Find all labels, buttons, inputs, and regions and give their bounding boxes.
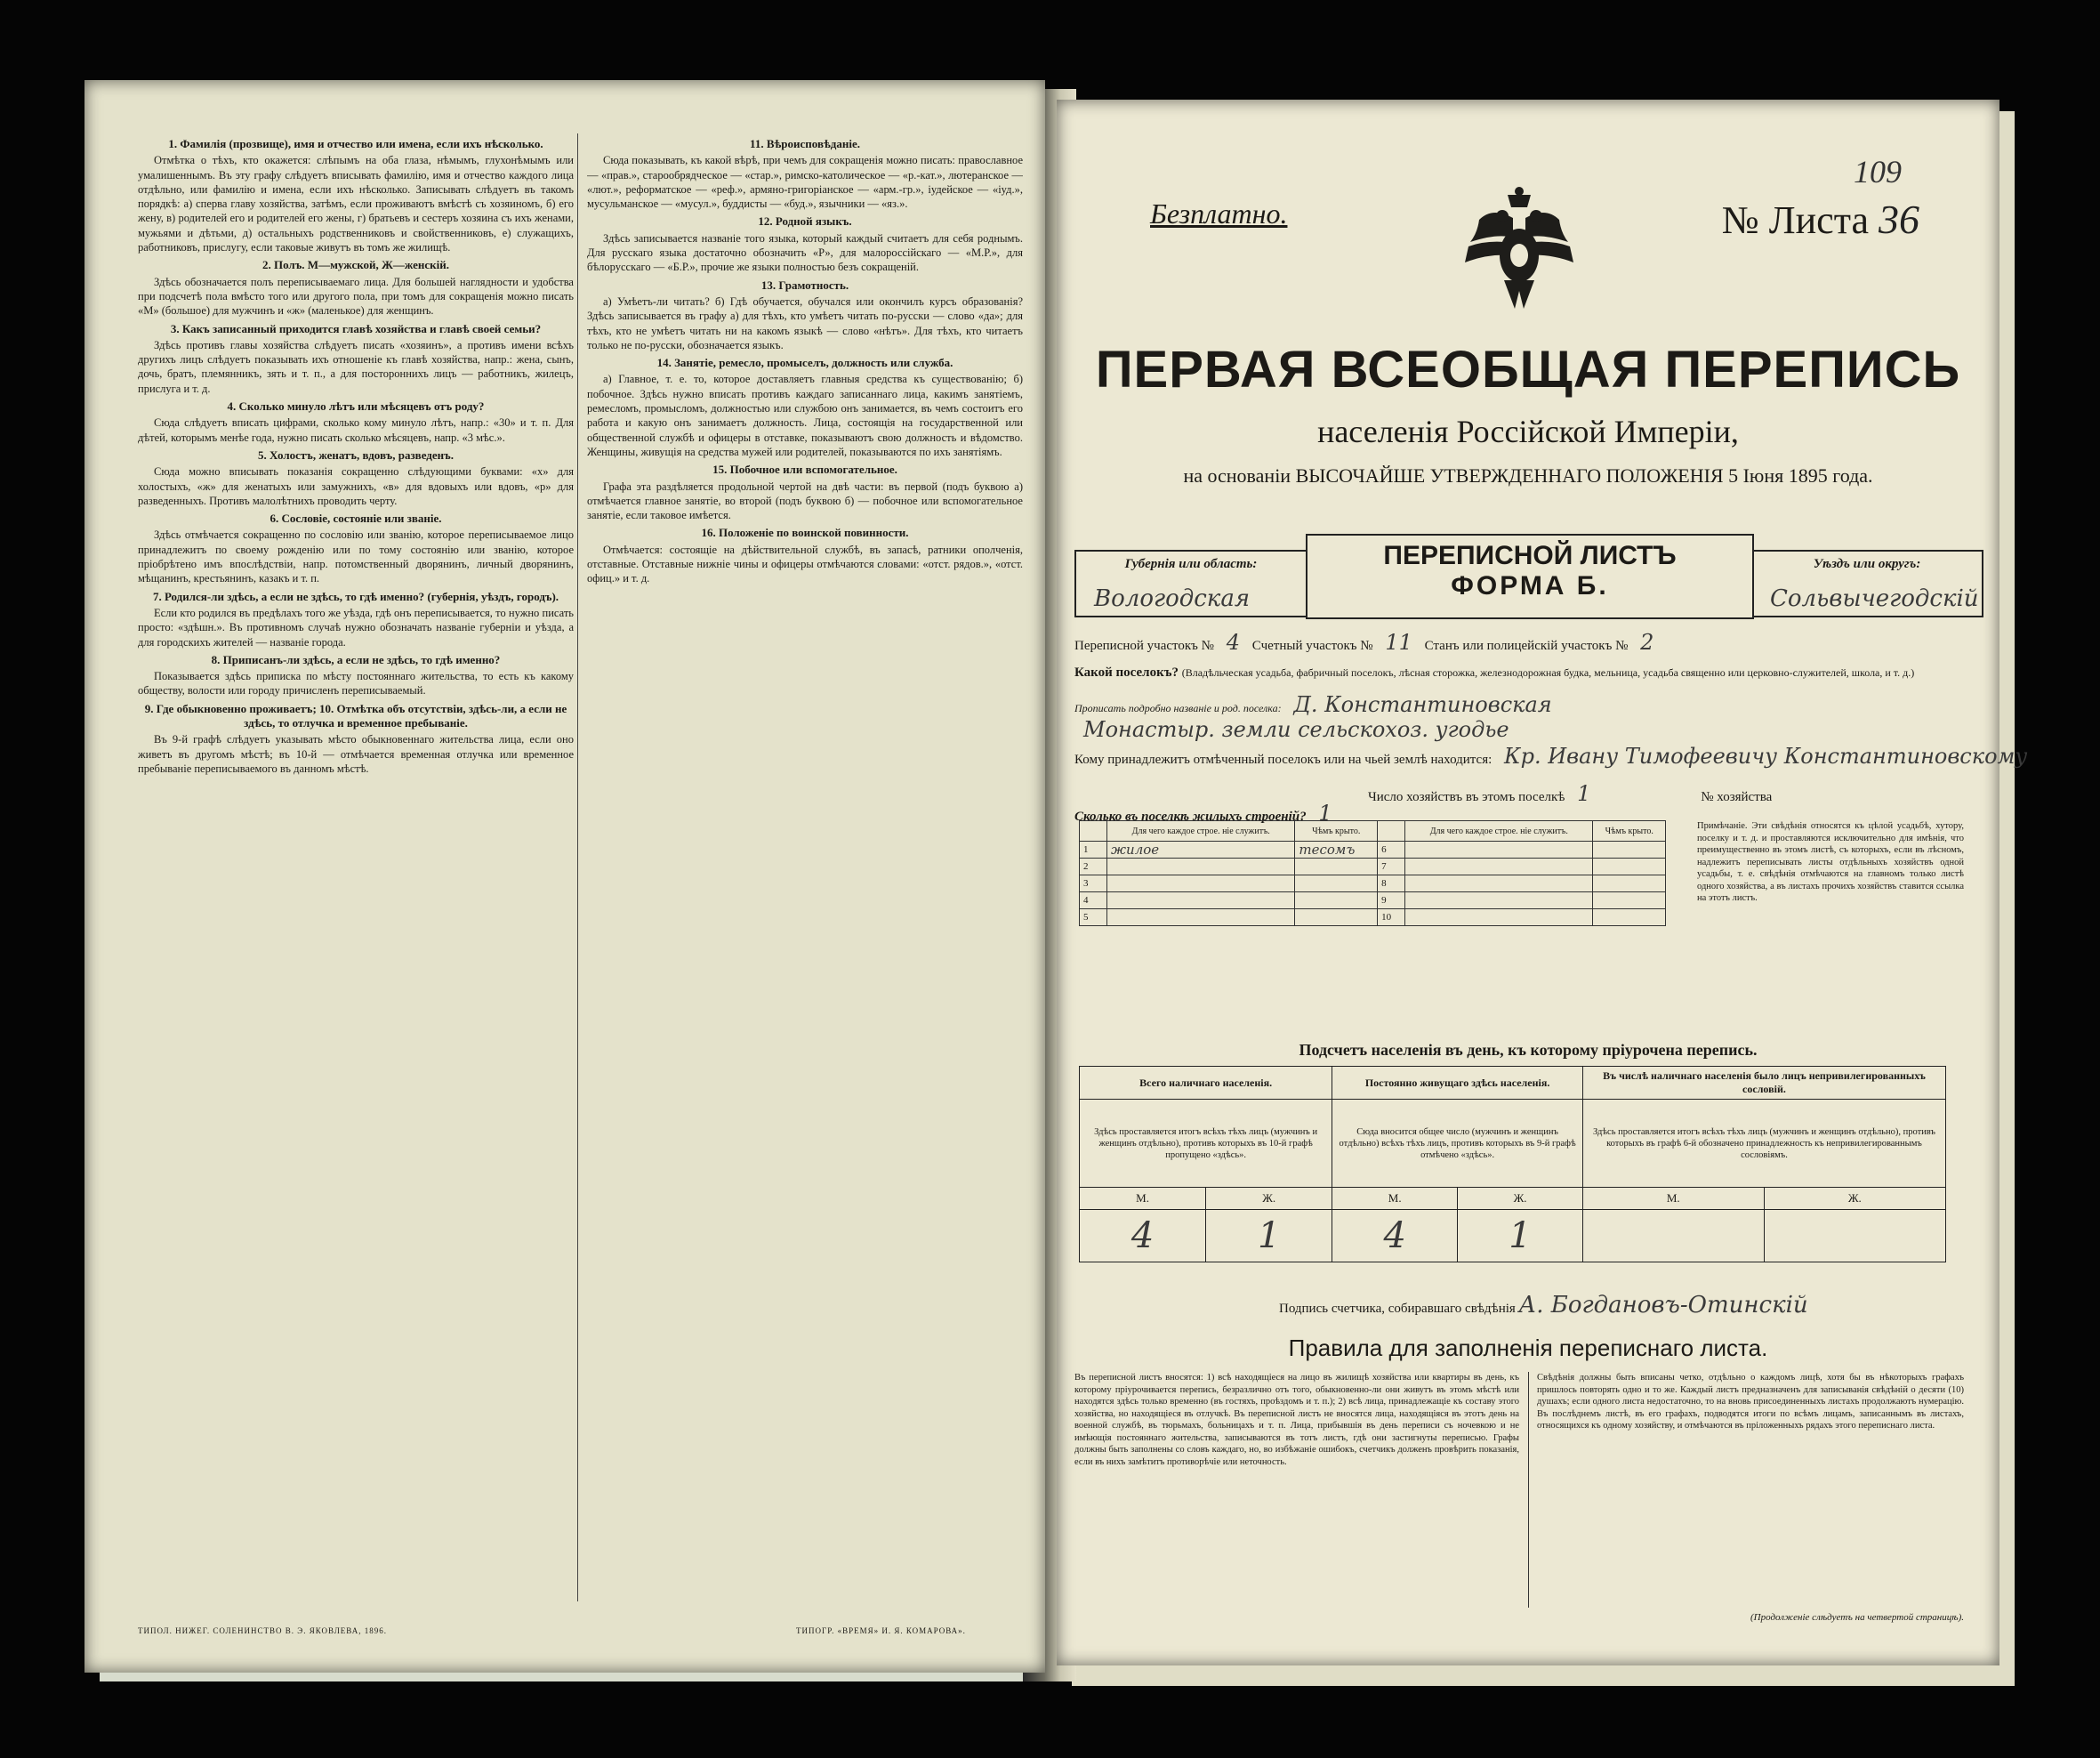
table-cell: 7 — [1378, 859, 1405, 875]
instruction-text: Если кто родился въ предѣлахъ того же уѣзда, гдѣ онъ переписывается, то нужно писать просто: «здѣшн.». Въ противномъ случаѣ нужно обозначать названіе губерніи и уѣзда, а для городскихъ жителей — названіе города. — [138, 606, 574, 649]
uchastok-line — [1074, 630, 1662, 655]
population-table — [1079, 1066, 1946, 1262]
poselok-hint2: Прописать подробно названіе и род. поселка: — [1074, 702, 1282, 714]
rules-title: Правила для заполненія переписнаго листа. — [1288, 1335, 1768, 1361]
tbl2-val — [1582, 1210, 1764, 1262]
instruction-heading: 4. Сколько минуло лѣтъ или мѣсяцевъ отъ роду? — [227, 399, 485, 414]
tbl2-m: М. — [1080, 1188, 1206, 1210]
tbl2-desc-nonpriv: Здѣсь проставляется итогъ всѣхъ тѣхъ лицъ (мужчинъ и женщинъ отдѣльно), противъ которыхъ въ графѣ 6-й обозначено принадлежность къ непривилегированнымъ сословіямъ. — [1582, 1100, 1945, 1188]
instruction-text: Въ 9-й графѣ слѣдуетъ указывать мѣсто обыкновеннаго жительства лица, если оно живетъ въ другомъ мѣстѣ; въ 10-й — отмѣчается временная отлучка или временное пребываніе переписываемого въ данномъ мѣстѣ. — [138, 733, 574, 775]
instruction-heading: 14. Занятіе, ремесло, промыселъ, должность или служба. — [656, 356, 953, 370]
buildings-note: Примѣчаніе. Эти свѣдѣнія относятся къ цѣлой усадьбѣ, хутору, поселку и т. д. и проставляются исключительно для имѣнія, что преимущественно въ этомъ листѣ, съ которыхъ, если въ лѣсномъ, надлежитъ переписывать листы отдѣльныхъ хозяйствъ одной усадьбы, т. е. свѣдѣнія отмѣчаются на главномъ только листѣ одного хозяйства, а въ листахъ прочихъ хозяйствъ ставится ссылка на этотъ листъ. — [1697, 821, 1964, 903]
signature-label: Подпись счетчика, собиравшаго свѣдѣнія — [1279, 1302, 1516, 1316]
table-cell — [1593, 892, 1666, 909]
census-title: ПЕРВАЯ ВСЕОБЩАЯ ПЕРЕПИСЬ — [1095, 341, 1961, 399]
table-cell — [1295, 892, 1378, 909]
table-row — [1080, 909, 1666, 926]
instruction-heading: 9. Где обыкновенно проживаетъ; 10. Отмѣтка объ отсутствіи, здѣсь-ли, а если не здѣсь, то отлучка и временное пребываніе. — [144, 701, 567, 730]
owner-line — [1074, 744, 2036, 769]
table-cell — [1405, 859, 1593, 875]
sheet-number-handwritten: 36 — [1879, 197, 1919, 242]
stan-label: Станъ или полицейскій участокъ № — [1424, 639, 1629, 653]
enumerator-signature-line — [1279, 1292, 1808, 1318]
table-cell — [1295, 875, 1378, 892]
instruction-heading: 12. Родной языкъ. — [758, 214, 852, 229]
table-cell — [1107, 909, 1295, 926]
uezd-box — [1752, 550, 1983, 617]
buildings-table — [1079, 820, 1666, 926]
perepis-uchastok-hand: 4 — [1226, 630, 1241, 655]
households-hand: 1 — [1577, 781, 1591, 806]
imperial-eagle-emblem — [1461, 184, 1577, 318]
form-title-box — [1306, 534, 1754, 619]
tbl1-head-use-2: Для чего каждое строе. ніе служитъ. — [1405, 821, 1593, 842]
gubernia-label: Губернія или область: — [1124, 557, 1258, 571]
imprint-right: ТИПОГР. «ВРЕМЯ» И. Я. КОМАРОВА». — [796, 1626, 966, 1635]
poselok-hand: Д. Константиновская — [1293, 692, 1552, 717]
left-page — [84, 80, 1045, 1673]
census-basis: на основаніи ВЫСОЧАЙШЕ УТВЕРЖДЕННАГО ПОЛОЖЕНІЯ 5 Іюня 1895 года. — [1183, 464, 1873, 487]
table-cell: 6 — [1378, 842, 1405, 859]
perepis-uchastok-label: Переписной участокъ № — [1074, 639, 1214, 653]
table-row — [1080, 892, 1666, 909]
instruction-text: Здѣсь противъ главы хозяйства слѣдуетъ писать «хозяинъ», а противъ имени всѣхъ другихъ лицъ слѣдуетъ показывать ихъ отношеніе къ главѣ хозяйства, напр.: жена, сынъ, дочь, братъ, племянникъ, зять и т. п., а для постороннихъ лицъ — работникъ, жилецъ, прислуга и т. д. — [138, 338, 574, 395]
instruction-text: Сюда можно вписывать показанія сокращенно слѣдующими буквами: «х» для холостыхъ, «ж» для женатыхъ или замужнихъ, «в» для вдовыхъ или вдовъ, «р» для разведенныхъ. Противъ малолѣтнихъ проводить черту. — [138, 465, 574, 507]
form-header-box — [1074, 534, 1982, 616]
instruction-heading: 8. Приписанъ-ли здѣсь, а если не здѣсь, то гдѣ именно? — [211, 652, 501, 666]
household-no-label: № хозяйства — [1701, 790, 1773, 804]
tbl2-desc-total: Здѣсь проставляется итогъ всѣхъ тѣхъ лицъ (мужчинъ и женщинъ отдѣльно), противъ которыхъ въ 10-й графѣ пропущено «здѣсь». — [1080, 1100, 1332, 1188]
table-cell — [1593, 842, 1666, 859]
sheet-number-label: № Листа — [1721, 198, 1869, 242]
instruction-text: Здѣсь обозначается полъ переписываемаго лица. Для большей наглядности и удобства при подсчетѣ пола вмѣсто того или другого пола, при томъ для сокращенія можно писать «М» (большое) для мужчинъ и «ж» (маленькое) для женщинъ. — [138, 275, 574, 318]
schetny-label: Счетный участокъ № — [1251, 639, 1373, 653]
population-count-title: Подсчетъ населенія въ день, къ которому пріурочена перепись. — [1299, 1041, 1758, 1059]
poselok-name-line — [1074, 692, 1561, 717]
table-cell — [1295, 859, 1378, 875]
table-cell — [1405, 875, 1593, 892]
table-cell: 4 — [1080, 892, 1107, 909]
table-cell — [1593, 875, 1666, 892]
households-line — [1368, 781, 1773, 806]
poselok-hint: (Владѣльческая усадьба, фабричный поселокъ, лѣсная сторожка, железнодорожная будка, мельница, усадьба священно или церковно-служителей, школа, и т. д.) — [1181, 666, 1915, 679]
instruction-heading: 1. Фамилія (прозвище), имя и отчество или имена, если ихъ нѣсколько. — [168, 137, 543, 150]
table-cell — [1107, 859, 1295, 875]
buildings-label: Сколько въ поселкѣ жилыхъ строеній? — [1074, 810, 1307, 824]
instruction-heading: 2. Полъ. М—мужской, Ж—женскій. — [261, 258, 450, 272]
tbl2-desc-permanent: Сюда вносится общее число (мужчинъ и женщинъ отдѣльно) всѣхъ тѣхъ лицъ, противъ которыхъ въ 9-й графѣ отмѣчено «здѣсь». — [1332, 1100, 1583, 1188]
poselok-line — [1074, 664, 1914, 681]
table-cell: 8 — [1378, 875, 1405, 892]
instruction-text: Сюда показывать, къ какой вѣрѣ, при чемъ для сокращенія можно писать: православное — «прав.», старообрядческое — «стар.», римско-католическое — «р.-кат.», лютеранское — «лют.», реформатское — «реф.», армяно-григоріанское — «арм.-гр.», іудейское — «іуд.», мусульманское — «мусул.», буддисты — «буд.», язычники — «яз.». — [587, 154, 1023, 211]
gubernia-handwritten: Вологодская — [1094, 585, 1251, 612]
instruction-text: Графа эта раздѣляется продольной чертой на двѣ части: въ первой (подъ буквою а) отмѣчается главное занятіе, во второй (подъ буквою б) — побочное или вспомогательное занятіе, если таковое имѣется. — [587, 480, 1023, 522]
table-cell — [1107, 892, 1295, 909]
instruction-heading: 16. Положеніе по воинской повинности. — [701, 526, 909, 540]
owner-label: Кому принадлежитъ отмѣченный поселокъ или на чьей землѣ находится: — [1074, 753, 1493, 767]
instruction-text: а) Умѣетъ-ли читать? б) Гдѣ обучается, обучался или окончилъ курсъ образованія? Здѣсь записывается въ графу а) для тѣхъ, кто умѣетъ читать по-русски — слово «да»; для тѣхъ, кто не умѣетъ читать ни на какомъ языкѣ — слово «нѣтъ». Для тѣхъ, кто читаетъ только не по-русски, обозначается языкъ. — [587, 294, 1023, 351]
stan-hand: 2 — [1640, 630, 1654, 655]
free-label: Безплатно. — [1150, 198, 1288, 230]
table-cell — [1405, 842, 1593, 859]
right-page — [1057, 100, 2028, 1665]
sheet-number — [1722, 196, 1919, 243]
table-cell: 2 — [1080, 859, 1107, 875]
instruction-heading: 3. Какъ записанный приходится главѣ хозяйства и главѣ своей семьи? — [170, 321, 542, 335]
tbl2-zh: Ж. — [1458, 1188, 1583, 1210]
form-name: ФОРМА Б. — [1451, 571, 1609, 601]
rules-column-2: Свѣдѣнія должны быть вписаны четко, отдѣльно о каждомъ лицѣ, хотя бы въ нѣкоторыхъ графахъ пришлось повторять одно и то же. Каждый листъ предназначенъ для записыванія свѣдѣній о десяти (10) душахъ; если одного листа недостаточно, то на вновь присоединенныхъ листахъ продолжаютъ нумерацію. Въ послѣднемъ листѣ, въ его графахъ, подводятся итоги по всѣмъ лицамъ, записаннымъ въ листахъ, относящихся къ одному хозяйству, и отмѣчаются въ пріложенныхъ рядахъ этого переписнаго листа. — [1537, 1373, 1964, 1431]
tbl2-val: 1 — [1206, 1210, 1332, 1262]
instructions-column-2 — [587, 133, 1023, 1601]
owner-hand: Кр. Ивану Тимофеевичу Константиновскому — [1504, 744, 2028, 769]
households-label: Число хозяйствъ въ этомъ поселкѣ — [1368, 790, 1565, 804]
table-cell — [1107, 875, 1295, 892]
tbl2-zh: Ж. — [1764, 1188, 1945, 1210]
tbl1-head-roof: Чѣмъ крыто. — [1295, 821, 1378, 842]
table-cell: 5 — [1080, 909, 1107, 926]
table-row — [1080, 842, 1666, 859]
tbl2-val: 4 — [1080, 1210, 1206, 1262]
instruction-heading: 7. Родился-ли здѣсь, а если не здѣсь, то гдѣ именно? (губернія, уѣздъ, городъ). — [152, 589, 559, 603]
tbl2-head-nonpriv: Въ числѣ наличнаго населенія было лицъ непривилегированныхъ сословій. — [1582, 1067, 1945, 1100]
table-cell — [1295, 909, 1378, 926]
instruction-heading: 15. Побочное или вспомогательное. — [712, 463, 897, 477]
tbl2-head-permanent: Постоянно живущаго здѣсь населенія. — [1332, 1067, 1583, 1100]
census-subtitle: населенія Россійской Имперіи, — [1317, 414, 1739, 449]
instruction-text: Здѣсь отмѣчается сокращенно по сословію или званію, которое переписываемое лицо принадлежитъ по своему рожденію или по тому состоянію или званію, которое пріобрѣтено имъ впослѣдствіи, напр. потомственный дворянинъ, личный дворянинъ, мѣщанинъ, крестьянинъ, казакъ и т. п. — [138, 528, 574, 585]
tbl2-val: 1 — [1458, 1210, 1583, 1262]
rules-divider — [1528, 1372, 1529, 1608]
poselok-name-line2 — [1074, 717, 1518, 742]
instructions-column-1 — [138, 133, 574, 1601]
instruction-text: Сюда слѣдуетъ вписать цифрами, сколько кому минуло лѣтъ, напр.: «30» и т. п. Для дѣтей, которымъ менѣе года, нужно писать сколько мѣсяцевъ, напр. «3 мѣс.». — [138, 416, 574, 444]
instruction-heading: 5. Холостъ, женатъ, вдовъ, разведенъ. — [258, 448, 454, 462]
form-title: ПЕРЕПИСНОЙ ЛИСТЪ — [1383, 541, 1677, 570]
table-cell: жилое — [1107, 842, 1295, 859]
instruction-heading: 11. Вѣроисповѣданіе. — [750, 137, 860, 150]
uezd-handwritten: Сольвычегодскій — [1770, 585, 1979, 612]
table-cell: 10 — [1378, 909, 1405, 926]
instruction-heading: 6. Сословіе, состояніе или званіе. — [270, 512, 442, 526]
tbl1-head-roof-2: Чѣмъ крыто. — [1593, 821, 1666, 842]
tbl2-head-total: Всего наличнаго населенія. — [1080, 1067, 1332, 1100]
instruction-heading: 13. Грамотность. — [760, 278, 849, 292]
table-cell — [1405, 909, 1593, 926]
tbl2-m: М. — [1332, 1188, 1458, 1210]
table-row — [1080, 875, 1666, 892]
continuation-note: (Продолженіе слѣдуетъ на четвертой страницѣ). — [1750, 1612, 1964, 1623]
tbl1-head-use: Для чего каждое строе. ніе служитъ. — [1107, 821, 1295, 842]
table-cell: 1 — [1080, 842, 1107, 859]
instruction-text: Отмѣчается: состоящіе на дѣйствительной службѣ, въ запасѣ, ратники ополченія, отставные. Отставные нижніе чины и офицеры отмѣчаются словами: «отст. рядов.», «отст. офиц.» и т. д. — [587, 543, 1023, 585]
schetny-hand: 11 — [1385, 630, 1412, 655]
signature-hand: А. Богдановъ-Отинскій — [1518, 1292, 1808, 1318]
rules-column-1: Въ переписной листъ вносятся: 1) всѣ находящіеся на лицо въ жилищѣ хозяйства или квартиры въ день, къ которому пріурочивается перепись, безразлично отъ того, обыкновенно-ли они живутъ въ этомъ мѣстѣ или находятся здѣсь только временно (въ гостяхъ, проѣздомъ и т. п.); 2) всѣ лица, принадлежащіе къ составу этого хозяйства, но находящіеся въ отлучкѣ. Въ переписной листъ не вносятся лица, находящіяся въ этотъ день на военной службѣ, въ тюрьмахъ, больницахъ и т. п. Лица, прибывшія въ день переписи съ ночевкою и не имѣющія постояннаго жительства, записываются въ тотъ листъ, гдѣ они застигнуты переписью. Графы должны быть заполнены со словъ каждаго, но, во избѣжаніе ошибокъ, счетчикъ долженъ провѣрить показанія, если въ нихъ замѣтитъ противорѣчіе или неточность. — [1074, 1373, 1519, 1467]
table-cell: тесомъ — [1295, 842, 1378, 859]
instruction-text: а) Главное, т. е. то, которое доставляетъ главныя средства къ существованію; б) побочное. Здѣсь нужно вписать противъ каждаго записаннаго лица, какимъ занятіемъ, ремесломъ, промысломъ, должностью или службою онъ занимается, въ чемъ состоитъ его работа и какую онъ занимаетъ должность. Лица, состоящія на государственной или общественной службѣ и офицеры в отставке, показываютъ свою должность и вѣдомство. Женщины, живущія на средства мужей или родителей, показываются по ихъ занятіямъ. — [587, 373, 1023, 458]
column-divider — [577, 133, 578, 1601]
table-cell — [1405, 892, 1593, 909]
table-cell: 3 — [1080, 875, 1107, 892]
instruction-text: Отмѣтка о тѣхъ, кто окажется: слѣпымъ на оба глаза, нѣмымъ, глухонѣмымъ или умалишеннымъ. Въ эту графу слѣдуетъ вписывать фамилію, имя и отчество каждого лица отдѣльно, или фамилію и имена, если ихъ нѣсколько. Записывать слѣдуетъ въ такомъ порядкѣ: а) сперва главу хозяйства, затѣмъ, если проживаютъ вмѣстѣ съ хозяиномъ, б) его жену, в) родителей его и родителей его жены, г) братьевъ и сестеръ хозяина съ ихъ женами, мужьями и дѣтьми, д) остальныхъ родственниковъ и свойственниковъ, е) служащихъ, работниковъ, прислугу, если таковые живутъ въ томъ же жилищѣ. — [138, 154, 574, 254]
instruction-text: Показывается здѣсь приписка по мѣсту постояннаго жительства, то есть къ какому обществу, волости или городу причисленъ переписываемый. — [138, 670, 574, 698]
instruction-text: Здѣсь записывается названіе того языка, который каждый считаетъ для себя роднымъ. Для русскаго языка достаточно обозначить «Р», для малороссійскаго — «М.Р.», для бѣлорусскаго — «Б.Р.», прочие же языки полностью безъ сокращеній. — [587, 231, 1023, 274]
gubernia-box — [1074, 550, 1306, 617]
poselok-label: Какой поселокъ? — [1074, 665, 1179, 680]
buildings-hand: 1 — [1318, 801, 1332, 826]
tbl2-zh: Ж. — [1206, 1188, 1332, 1210]
table-cell — [1593, 859, 1666, 875]
tbl2-m: М. — [1582, 1188, 1764, 1210]
table-cell — [1593, 909, 1666, 926]
table-cell: 9 — [1378, 892, 1405, 909]
poselok-hand2: Монастыр. земли сельскохоз. угодье — [1083, 717, 1509, 742]
handwritten-top-number: 109 — [1854, 154, 1902, 190]
imprint-left: ТИПОЛ. НИЖЕГ. СОЛЕНИНСТВО В. Э. ЯКОВЛЕВА, 1896. — [138, 1626, 387, 1635]
tbl2-val: 4 — [1332, 1210, 1458, 1262]
table-row — [1080, 859, 1666, 875]
tbl2-val — [1764, 1210, 1945, 1262]
uezd-label: Уѣздъ или округъ: — [1813, 557, 1921, 571]
